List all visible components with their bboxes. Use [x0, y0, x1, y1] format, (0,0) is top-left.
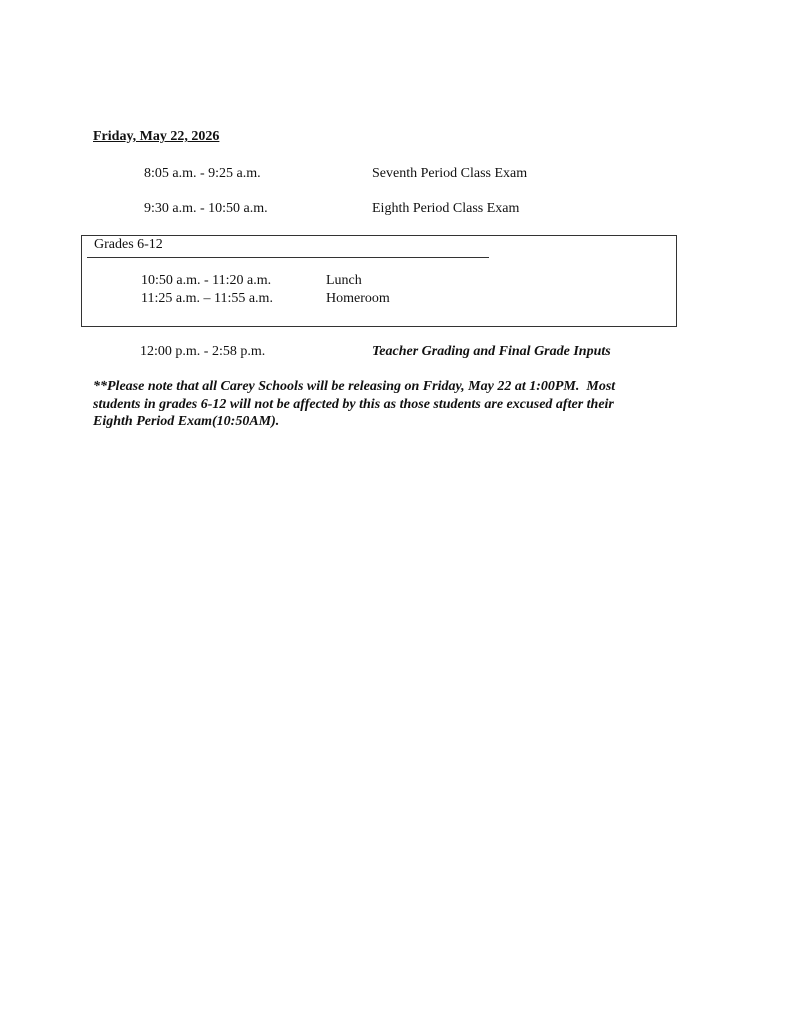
- grades-box: [81, 235, 677, 327]
- grades-row-time: 11:25 a.m. – 11:55 a.m.: [141, 291, 273, 306]
- release-note-line: Eighth Period Exam(10:50AM).: [93, 414, 280, 429]
- date-heading: Friday, May 22, 2026: [93, 129, 220, 144]
- grades-box-title: Grades 6-12: [94, 237, 163, 252]
- schedule-time: 9:30 a.m. - 10:50 a.m.: [144, 201, 268, 216]
- schedule-description: Eighth Period Class Exam: [372, 201, 520, 216]
- schedule-description: Seventh Period Class Exam: [372, 166, 528, 181]
- grades-row-description: Lunch: [326, 273, 362, 288]
- grades-box-divider: [87, 257, 489, 258]
- schedule-time: 12:00 p.m. - 2:58 p.m.: [140, 344, 266, 359]
- release-note: [93, 378, 693, 431]
- grades-row-time: 10:50 a.m. - 11:20 a.m.: [141, 273, 272, 288]
- release-note-line: **Please note that all Carey Schools will be releasing on Friday, May 22 at 1:00PM. Most: [93, 379, 616, 394]
- schedule-description: Teacher Grading and Final Grade Inputs: [372, 344, 611, 359]
- schedule-time: 8:05 a.m. - 9:25 a.m.: [144, 166, 261, 181]
- grades-row-description: Homeroom: [326, 291, 390, 306]
- release-note-line: students in grades 6-12 will not be affected by this as those students are excused after their: [93, 396, 614, 412]
